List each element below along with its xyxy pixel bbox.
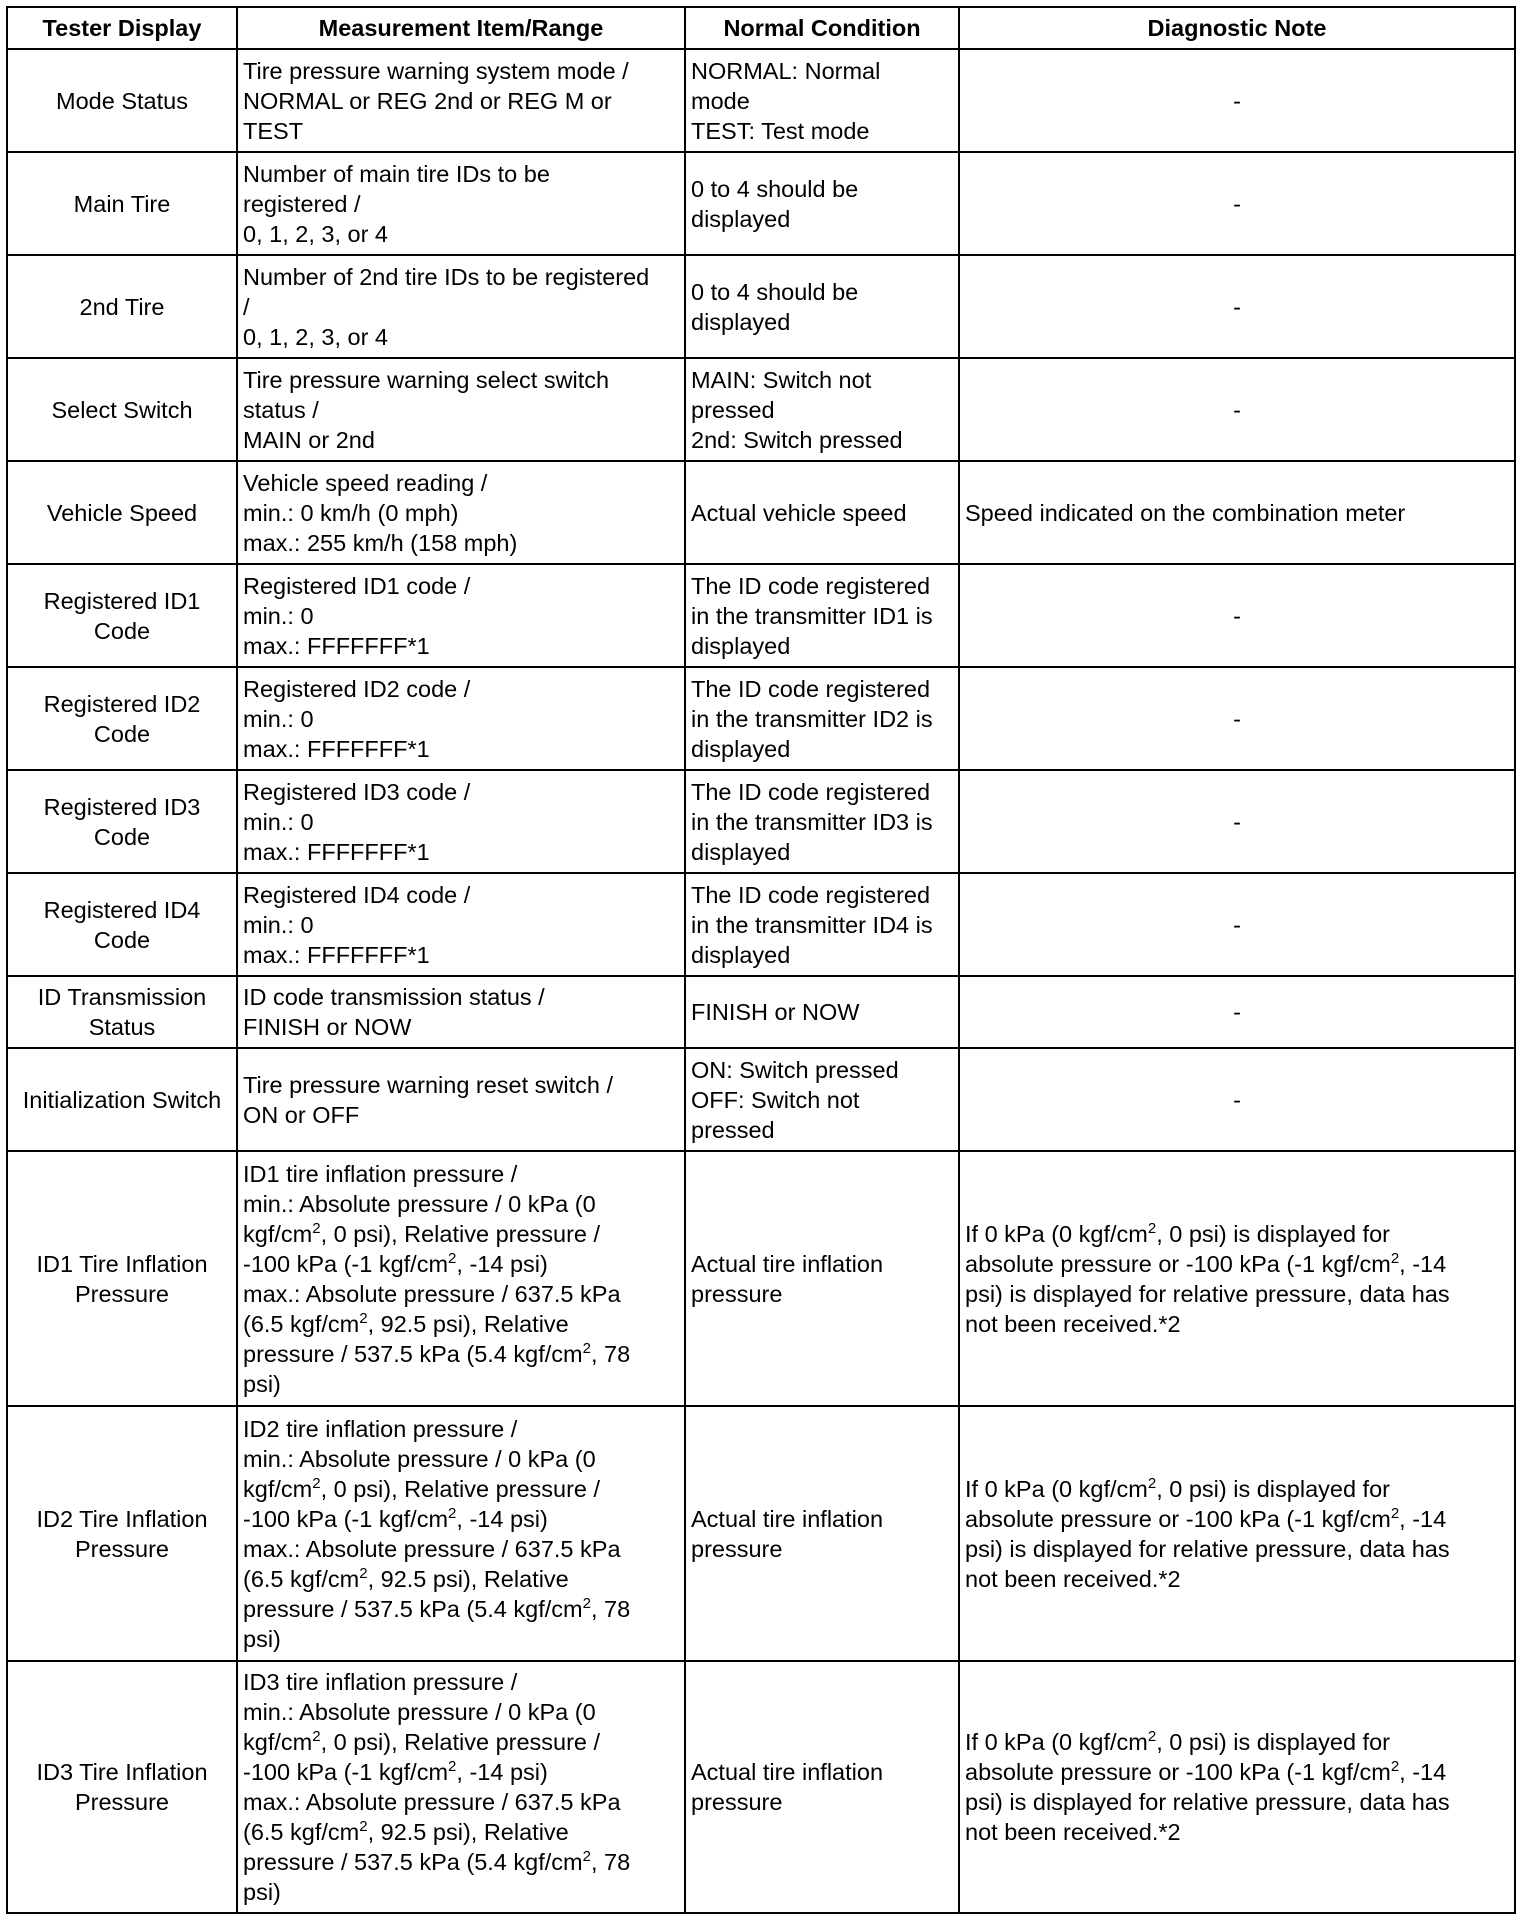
normal-condition-cell: FINISH or NOW — [685, 976, 959, 1048]
tester-display-cell: Initialization Switch — [7, 1048, 237, 1151]
tester-display-cell: ID3 Tire Inflation Pressure — [7, 1661, 237, 1913]
diagnostic-note-cell: - — [959, 255, 1515, 358]
diagnostic-note-cell: - — [959, 152, 1515, 255]
normal-condition-cell: The ID code registered in the transmitter ID4 is displayed — [685, 873, 959, 976]
normal-condition-cell: MAIN: Switch not pressed 2nd: Switch pressed — [685, 358, 959, 461]
normal-condition-cell: Actual tire inflation pressure — [685, 1406, 959, 1661]
header-measurement: Measurement Item/Range — [237, 7, 685, 49]
normal-condition-cell: NORMAL: Normal mode TEST: Test mode — [685, 49, 959, 152]
table-header-row — [7, 7, 1515, 49]
measurement-cell: Registered ID3 code / min.: 0 max.: FFFFFFF*1 — [237, 770, 685, 873]
table-row — [7, 1661, 1515, 1913]
diagnostic-note-cell: - — [959, 976, 1515, 1048]
diagnostic-note-cell: Speed indicated on the combination meter — [959, 461, 1515, 564]
normal-condition-cell: The ID code registered in the transmitter ID3 is displayed — [685, 770, 959, 873]
measurement-cell: Registered ID1 code / min.: 0 max.: FFFFFFF*1 — [237, 564, 685, 667]
diagnostic-note-cell: - — [959, 564, 1515, 667]
tester-display-cell: Mode Status — [7, 49, 237, 152]
table-row — [7, 255, 1515, 358]
measurement-cell: Number of main tire IDs to be registered / 0, 1, 2, 3, or 4 — [237, 152, 685, 255]
measurement-cell: Number of 2nd tire IDs to be registered / 0, 1, 2, 3, or 4 — [237, 255, 685, 358]
tester-display-cell: ID2 Tire Inflation Pressure — [7, 1406, 237, 1661]
normal-condition-cell: 0 to 4 should be displayed — [685, 255, 959, 358]
tester-display-cell: 2nd Tire — [7, 255, 237, 358]
table-row — [7, 461, 1515, 564]
header-tester-display: Tester Display — [7, 7, 237, 49]
table-row — [7, 667, 1515, 770]
diagnostic-note-cell: If 0 kPa (0 kgf/$cm^2$, 0 psi) is displayed for absolute pressure or -100 kPa (-1 kgf/$cm^2$, -14 psi) is displayed for relative pressure, data has not been received.*2 — [959, 1406, 1515, 1661]
diagnostic-note-cell: - — [959, 873, 1515, 976]
tester-display-cell: Registered ID3 Code — [7, 770, 237, 873]
table-row — [7, 873, 1515, 976]
normal-condition-cell: The ID code registered in the transmitter ID2 is displayed — [685, 667, 959, 770]
normal-condition-cell: The ID code registered in the transmitter ID1 is displayed — [685, 564, 959, 667]
diagnostic-note-cell: If 0 kPa (0 kgf/$cm^2$, 0 psi) is displayed for absolute pressure or -100 kPa (-1 kgf/$cm^2$, -14 psi) is displayed for relative pressure, data has not been received.*2 — [959, 1661, 1515, 1913]
table-row — [7, 1048, 1515, 1151]
header-normal-condition: Normal Condition — [685, 7, 959, 49]
measurement-cell: ID2 tire inflation pressure / min.: Absolute pressure / 0 kPa (0 kgf/$cm^2$, 0 psi), Relative pressure / -100 kPa (-1 kgf/$cm^2$, -14 psi) max.: Absolute pressure / 637.5 kPa (6.5 kgf/$cm^2$, 92.5 psi), Relative pressure / 537.5 kPa (5.4 kgf/$cm^2$, 78 psi) — [237, 1406, 685, 1661]
tester-display-cell: Registered ID4 Code — [7, 873, 237, 976]
tester-display-cell: Vehicle Speed — [7, 461, 237, 564]
table-row — [7, 1151, 1515, 1406]
header-diagnostic-note: Diagnostic Note — [959, 7, 1515, 49]
measurement-cell: Tire pressure warning select switch status / MAIN or 2nd — [237, 358, 685, 461]
tester-display-cell: Registered ID1 Code — [7, 564, 237, 667]
tester-display-table — [6, 6, 1516, 1914]
diagnostic-note-cell: - — [959, 1048, 1515, 1151]
measurement-cell: ID1 tire inflation pressure / min.: Absolute pressure / 0 kPa (0 kgf/$cm^2$, 0 psi), Relative pressure / -100 kPa (-1 kgf/$cm^2$, -14 psi) max.: Absolute pressure / 637.5 kPa (6.5 kgf/$cm^2$, 92.5 psi), Relative pressure / 537.5 kPa (5.4 kgf/$cm^2$, 78 psi) — [237, 1151, 685, 1406]
normal-condition-cell: Actual vehicle speed — [685, 461, 959, 564]
table-row — [7, 564, 1515, 667]
diagnostic-note-cell: - — [959, 667, 1515, 770]
diagnostic-note-cell: - — [959, 49, 1515, 152]
tester-display-cell: Select Switch — [7, 358, 237, 461]
diagnostic-note-cell: - — [959, 358, 1515, 461]
measurement-cell: ID3 tire inflation pressure / min.: Absolute pressure / 0 kPa (0 kgf/$cm^2$, 0 psi), Relative pressure / -100 kPa (-1 kgf/$cm^2$, -14 psi) max.: Absolute pressure / 637.5 kPa (6.5 kgf/$cm^2$, 92.5 psi), Relative pressure / 537.5 kPa (5.4 kgf/$cm^2$, 78 psi) — [237, 1661, 685, 1913]
measurement-cell: Registered ID2 code / min.: 0 max.: FFFFFFF*1 — [237, 667, 685, 770]
normal-condition-cell: 0 to 4 should be displayed — [685, 152, 959, 255]
table-row — [7, 152, 1515, 255]
tester-display-cell: Main Tire — [7, 152, 237, 255]
measurement-cell: Vehicle speed reading / min.: 0 km/h (0 mph) max.: 255 km/h (158 mph) — [237, 461, 685, 564]
table-row — [7, 770, 1515, 873]
measurement-cell: Tire pressure warning system mode / NORMAL or REG 2nd or REG M or TEST — [237, 49, 685, 152]
table-row — [7, 49, 1515, 152]
measurement-cell: Registered ID4 code / min.: 0 max.: FFFFFFF*1 — [237, 873, 685, 976]
normal-condition-cell: Actual tire inflation pressure — [685, 1151, 959, 1406]
tester-display-cell: Registered ID2 Code — [7, 667, 237, 770]
tester-display-cell: ID1 Tire Inflation Pressure — [7, 1151, 237, 1406]
diagnostic-note-cell: If 0 kPa (0 kgf/$cm^2$, 0 psi) is displayed for absolute pressure or -100 kPa (-1 kgf/$cm^2$, -14 psi) is displayed for relative pressure, data has not been received.*2 — [959, 1151, 1515, 1406]
diagnostic-note-cell: - — [959, 770, 1515, 873]
normal-condition-cell: Actual tire inflation pressure — [685, 1661, 959, 1913]
measurement-cell: Tire pressure warning reset switch / ON or OFF — [237, 1048, 685, 1151]
measurement-cell: ID code transmission status / FINISH or NOW — [237, 976, 685, 1048]
table-row — [7, 1406, 1515, 1661]
table-row — [7, 976, 1515, 1048]
table-row — [7, 358, 1515, 461]
normal-condition-cell: ON: Switch pressed OFF: Switch not pressed — [685, 1048, 959, 1151]
tester-display-cell: ID Transmission Status — [7, 976, 237, 1048]
